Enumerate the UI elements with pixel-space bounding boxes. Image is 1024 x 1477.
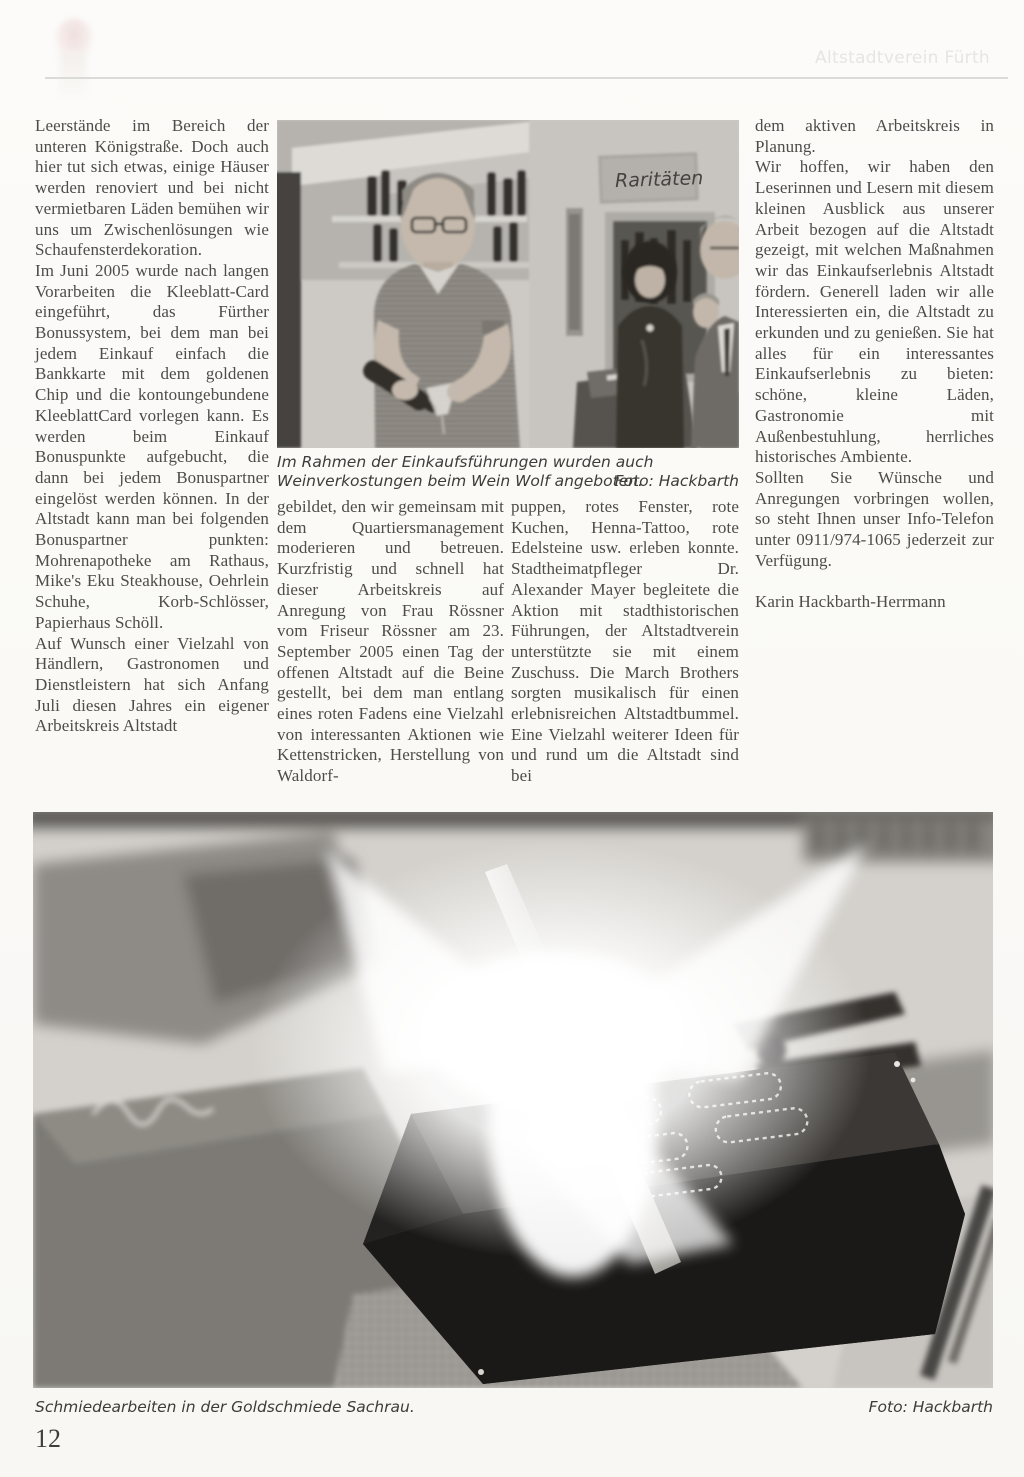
- column-left: [35, 116, 269, 737]
- photo-credit: Foto: Hackbarth: [868, 1398, 993, 1416]
- forge-photo: [33, 812, 993, 1388]
- forge-photo-art: [33, 812, 993, 1388]
- paragraph: Sollten Sie Wünsche und Anregungen vorbringen wollen, so steht Ihnen unser Info-Telefon unter 0911/974-1065 jederzeit zur Verfügung.: [755, 467, 994, 570]
- forge-photo-caption: [35, 1398, 993, 1417]
- wine-photo-caption: [277, 453, 739, 491]
- column-mid-left: gebildet, den wir gemeinsam mit dem Quartiersmanagement moderieren und betreuen. Kurzfristig und schnell hat dieser Arbeitskreis auf Anregung von Frau Rössner vom Friseur Rössner am 23. September 2005 einen Tag der offenen Altstadt auf die Beine gestellt, bei dem man entlang eines roten Fadens eine Vielzahl von interessanten Aktionen wie Kettenstricken, Herstellung von Waldorf-: [277, 497, 504, 786]
- header-rule: [45, 77, 1008, 79]
- wine-tasting-photo-art: [277, 120, 739, 448]
- caption-text: Im Rahmen der Einkaufsführungen wurden auch Weinverkostungen beim Wein Wolf angeboten.: [277, 453, 654, 490]
- paragraph: Auf Wunsch einer Vielzahl von Händlern, Gastronomen und Dienstleistern hat sich Anfang Juli diesen Jahres ein eigener Arbeitskreis Altstadt: [35, 633, 269, 736]
- raritaeten-sign-text: Raritäten: [614, 167, 704, 193]
- paragraph: Leerstände im Bereich der unteren Königstraße. Doch auch hier tut sich etwas, einige Häuser werden renoviert und bei nicht vermietbaren Läden bemühen wir uns um Zwischenlösungen wie Schaufensterdekoration.: [35, 116, 269, 260]
- page-number: 12: [35, 1424, 61, 1453]
- column-right: [755, 116, 994, 613]
- column-mid-right: puppen, rotes Fenster, rote Kuchen, Henna-Tattoo, rote Edelsteine usw. erleben konnte. Stadtheimatpfleger Dr. Alexander Mayer begleitete die Aktion mit stadthistorischen Führungen, der Altstadtverein unterstützte sie mit einem Zuschuss. Die March Brothers sorgten musikalisch für einen erlebnisreichen Altstadtbummel. Eine Vielzahl weiterer Ideen für und rund um die Altstadt sind bei: [511, 497, 739, 786]
- caption-text: Schmiedearbeiten in der Goldschmiede Sachrau.: [35, 1398, 415, 1416]
- paragraph: Wir hoffen, wir haben den Leserinnen und Lesern mit diesem kleinen Ausblick aus unserer Arbeit bezogen auf die Altstadt gezeigt, mit welchen Maßnahmen wir das Einkaufserlebnis Altstadt fördern. Generell laden wir alle Interessierten ein, die Altstadt zu erkunden und zu genießen. Sie hat alles für ein interessantes Einkaufserlebnis zu bieten: schöne, kleine Läden, Gastronomie mit Außenbestuhlung, herrliches historisches Ambiente.: [755, 157, 994, 467]
- running-title: Altstadtverein Fürth: [815, 48, 990, 68]
- wine-tasting-photo: [277, 120, 739, 448]
- paragraph: dem aktiven Arbeitskreis in Planung.: [755, 116, 994, 156]
- photo-credit: Foto: Hackbarth: [614, 472, 739, 490]
- faded-logo-tail: [60, 52, 86, 100]
- paragraph: Im Juni 2005 wurde nach langen Vorarbeiten die Kleeblatt-Card eingeführt, das Fürther Bonussystem, bei dem man bei jedem Einkauf einfach die Bankkarte mit dem goldenen Chip und die kontoungebundene KleeblattCard vorlegen kann. Es werden beim Einkauf Bonuspunkte aufgebucht, die dann bei jedem Bonuspartner eingelöst werden können. In der Altstadt kann man bei folgenden Bonuspartner punkten: Mohrenapotheke am Rathaus, Mike's Eku Steakhouse, Oehrlein Schuhe, Korb-Schlösser, Papierhaus Schöll.: [35, 260, 269, 632]
- author-signature: Karin Hackbarth-Herrmann: [755, 592, 946, 612]
